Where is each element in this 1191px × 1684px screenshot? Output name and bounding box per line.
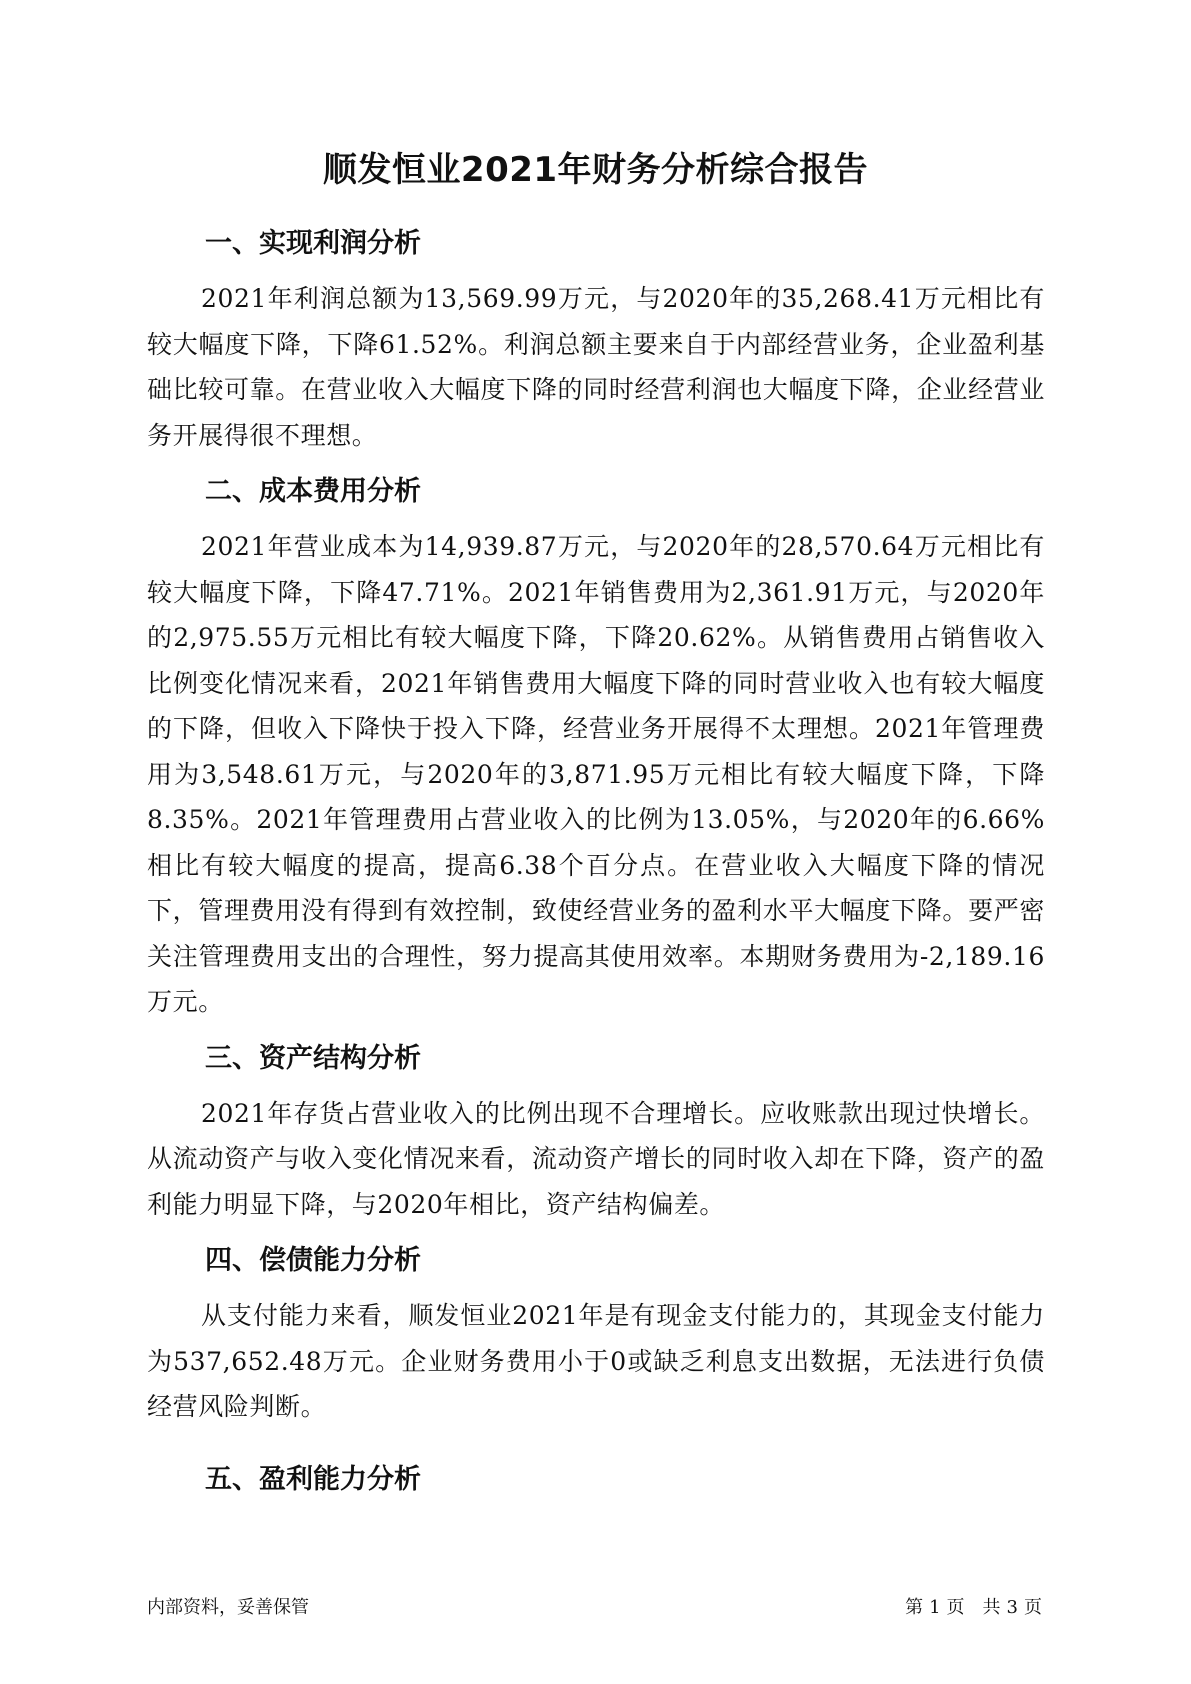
document-body bbox=[147, 222, 1045, 1512]
section-paragraph-cost: 2021年营业成本为14,939.87万元，与2020年的28,570.64万元相比有较大幅度下降，下降47.71%。2021年销售费用为2,361.91万元，与2020年的2,975.55万元相比有较大幅度下降，下降20.62%。从销售费用占销售收入比例变化情况来看，2021年销售费用大幅度下降的同时营业收入也有较大幅度的下降，但收入下降快于投入下降，经营业务开展得不太理想。2021年管理费用为3,548.61万元，与2020年的3,871.95万元相比有较大幅度下降，下降8.35%。2021年管理费用占营业收入的比例为13.05%，与2020年的6.66%相比有较大幅度的提高，提高6.38个百分点。在营业收入大幅度下降的情况下，管理费用没有得到有效控制，致使经营业务的盈利水平大幅度下降。要严密关注管理费用支出的合理性，努力提高其使用效率。本期财务费用为-2,189.16万元。 bbox=[147, 532, 1045, 1016]
section-heading-profitability: 五、盈利能力分析 bbox=[205, 1463, 421, 1495]
page-current: 1 bbox=[929, 1597, 941, 1618]
section-heading-asset: 三、资产结构分析 bbox=[205, 1042, 421, 1074]
page-footer bbox=[147, 1593, 1045, 1619]
page-number bbox=[902, 1593, 1045, 1619]
page-mid: 页 共 bbox=[946, 1597, 1001, 1618]
section-paragraph-profit: 2021年利润总额为13,569.99万元，与2020年的35,268.41万元相比有较大幅度下降，下降61.52%。利润总额主要来自于内部经营业务，企业盈利基础比较可靠。在营业收入大幅度下降的同时经营利润也大幅度下降，企业经营业务开展得很不理想。 bbox=[147, 284, 1045, 450]
document-title: 顺发恒业2021年财务分析综合报告 bbox=[322, 150, 869, 190]
section-heading-profit: 一、实现利润分析 bbox=[205, 228, 421, 259]
page-suffix: 页 bbox=[1024, 1597, 1042, 1618]
footer-confidential-note: 内部资料，妥善保管 bbox=[147, 1597, 309, 1618]
section-paragraph-solvency: 从支付能力来看，顺发恒业2021年是有现金支付能力的，其现金支付能力为537,652.48万元。企业财务费用小于0或缺乏利息支出数据，无法进行负债经营风险判断。 bbox=[147, 1301, 1045, 1421]
section-heading-solvency: 四、偿债能力分析 bbox=[205, 1245, 421, 1276]
page-prefix: 第 bbox=[905, 1597, 924, 1618]
section-heading-cost: 二、成本费用分析 bbox=[205, 476, 421, 507]
page-total: 3 bbox=[1006, 1597, 1018, 1618]
section-paragraph-asset: 2021年存货占营业收入的比例出现不合理增长。应收账款出现过快增长。从流动资产与收入变化情况来看，流动资产增长的同时收入却在下降，资产的盈利能力明显下降，与2020年相比，资产结构偏差。 bbox=[147, 1098, 1045, 1219]
